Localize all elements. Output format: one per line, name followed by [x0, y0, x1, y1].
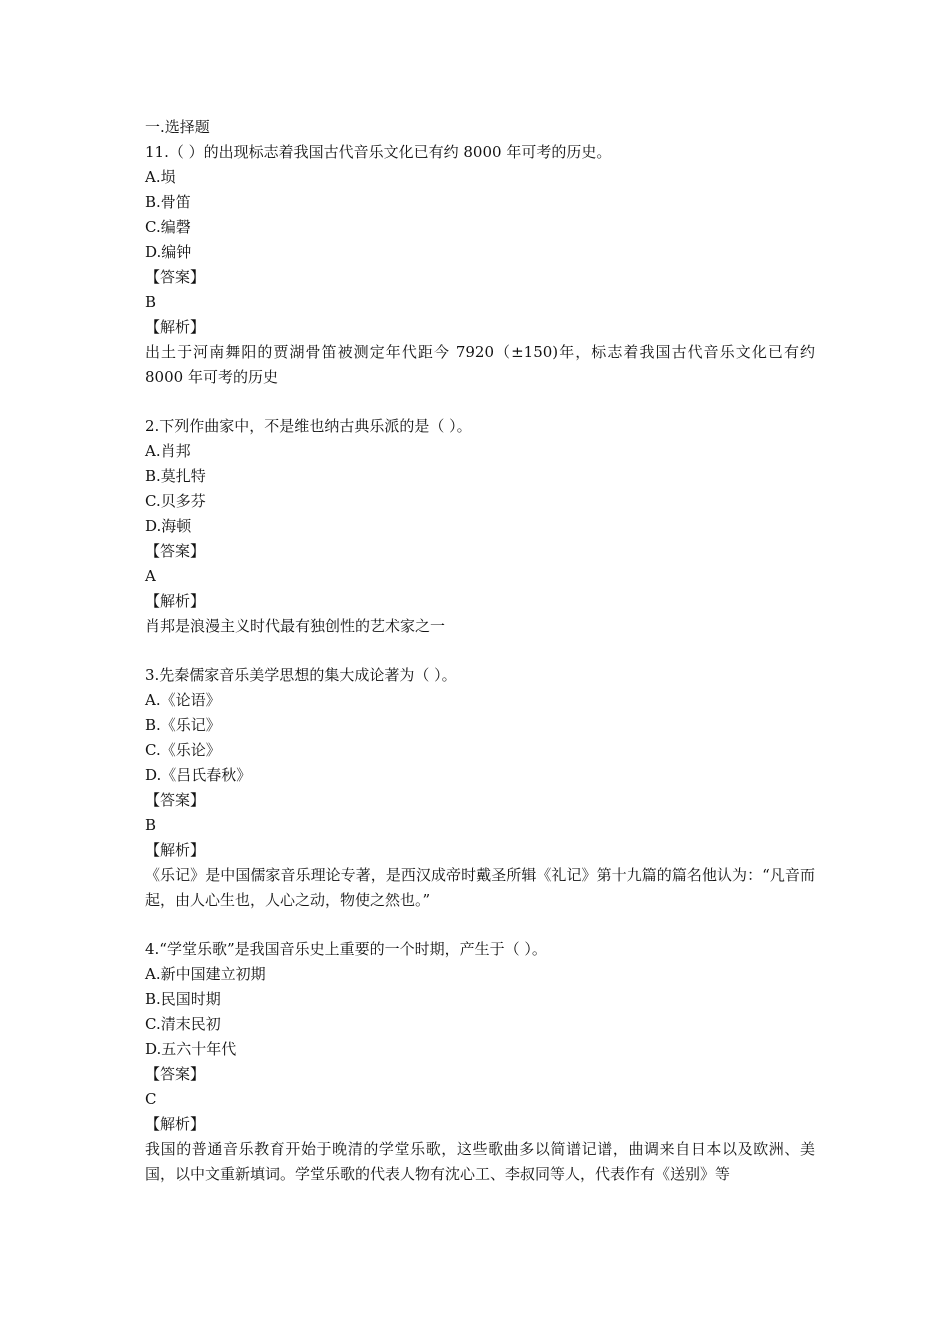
option-c: C.《乐论》 — [145, 741, 221, 759]
question-spacer — [145, 913, 815, 937]
option-c: C.清末民初 — [145, 1015, 221, 1033]
question-stem: 4.“学堂乐歌”是我国音乐史上重要的一个时期，产生于（ ）。 — [145, 940, 547, 958]
question-stem: 2.下列作曲家中，不是维也纳古典乐派的是（ ）。 — [145, 417, 472, 435]
analysis-text: 我国的普通音乐教育开始于晚清的学堂乐歌，这些歌曲多以简谱记谱，曲调来自日本以及欧洲、美国，以中文重新填词。学堂乐歌的代表人物有沈心工、李叔同等人，代表作有《送别》等 — [145, 1140, 815, 1183]
option-a: A.新中国建立初期 — [145, 965, 266, 983]
option-d: D.海顿 — [145, 517, 192, 535]
analysis-label: 【解析】 — [145, 592, 206, 610]
answer-value: C — [145, 1090, 157, 1108]
question-spacer — [145, 390, 815, 414]
analysis-text: 肖邦是浪漫主义时代最有独创性的艺术家之一 — [145, 617, 446, 635]
question-2 — [145, 414, 815, 639]
question-stem: 3.先秦儒家音乐美学思想的集大成论著为（ ）。 — [145, 666, 457, 684]
option-b: B.莫扎特 — [145, 467, 206, 485]
answer-value: A — [145, 567, 156, 585]
option-a: A.《论语》 — [145, 691, 221, 709]
question-4 — [145, 937, 815, 1187]
analysis-text: 出土于河南舞阳的贾湖骨笛被测定年代距今 7920（±150)年，标志着我国古代音乐文化已有约 8000 年可考的历史 — [145, 343, 815, 386]
option-b: B.民国时期 — [145, 990, 221, 1008]
document-page — [145, 115, 815, 1187]
question-spacer — [145, 639, 815, 663]
answer-label: 【答案】 — [145, 791, 206, 809]
option-a: A.埙 — [145, 168, 176, 186]
option-b: B.《乐记》 — [145, 716, 221, 734]
option-b: B.骨笛 — [145, 193, 191, 211]
analysis-label: 【解析】 — [145, 1115, 206, 1133]
option-d: D.五六十年代 — [145, 1040, 237, 1058]
option-a: A.肖邦 — [145, 442, 191, 460]
option-d: D.《吕氏春秋》 — [145, 766, 252, 784]
analysis-text: 《乐记》是中国儒家音乐理论专著，是西汉成帝时戴圣所辑《礼记》第十九篇的篇名他认为：“凡音而起，由人心生也，人心之动，物使之然也。” — [145, 866, 815, 909]
answer-label: 【答案】 — [145, 268, 206, 286]
analysis-label: 【解析】 — [145, 841, 206, 859]
answer-label: 【答案】 — [145, 542, 206, 560]
answer-value: B — [145, 816, 157, 834]
answer-label: 【答案】 — [145, 1065, 206, 1083]
option-d: D.编钟 — [145, 243, 192, 261]
answer-value: B — [145, 293, 157, 311]
option-c: C.贝多芬 — [145, 492, 206, 510]
section-title: 一.选择题 — [145, 118, 210, 136]
option-c: C.编磬 — [145, 218, 191, 236]
analysis-label: 【解析】 — [145, 318, 206, 336]
question-stem: 11.（ ）的出现标志着我国古代音乐文化已有约 8000 年可考的历史。 — [145, 143, 612, 161]
question-3 — [145, 663, 815, 913]
question-1 — [145, 140, 815, 390]
